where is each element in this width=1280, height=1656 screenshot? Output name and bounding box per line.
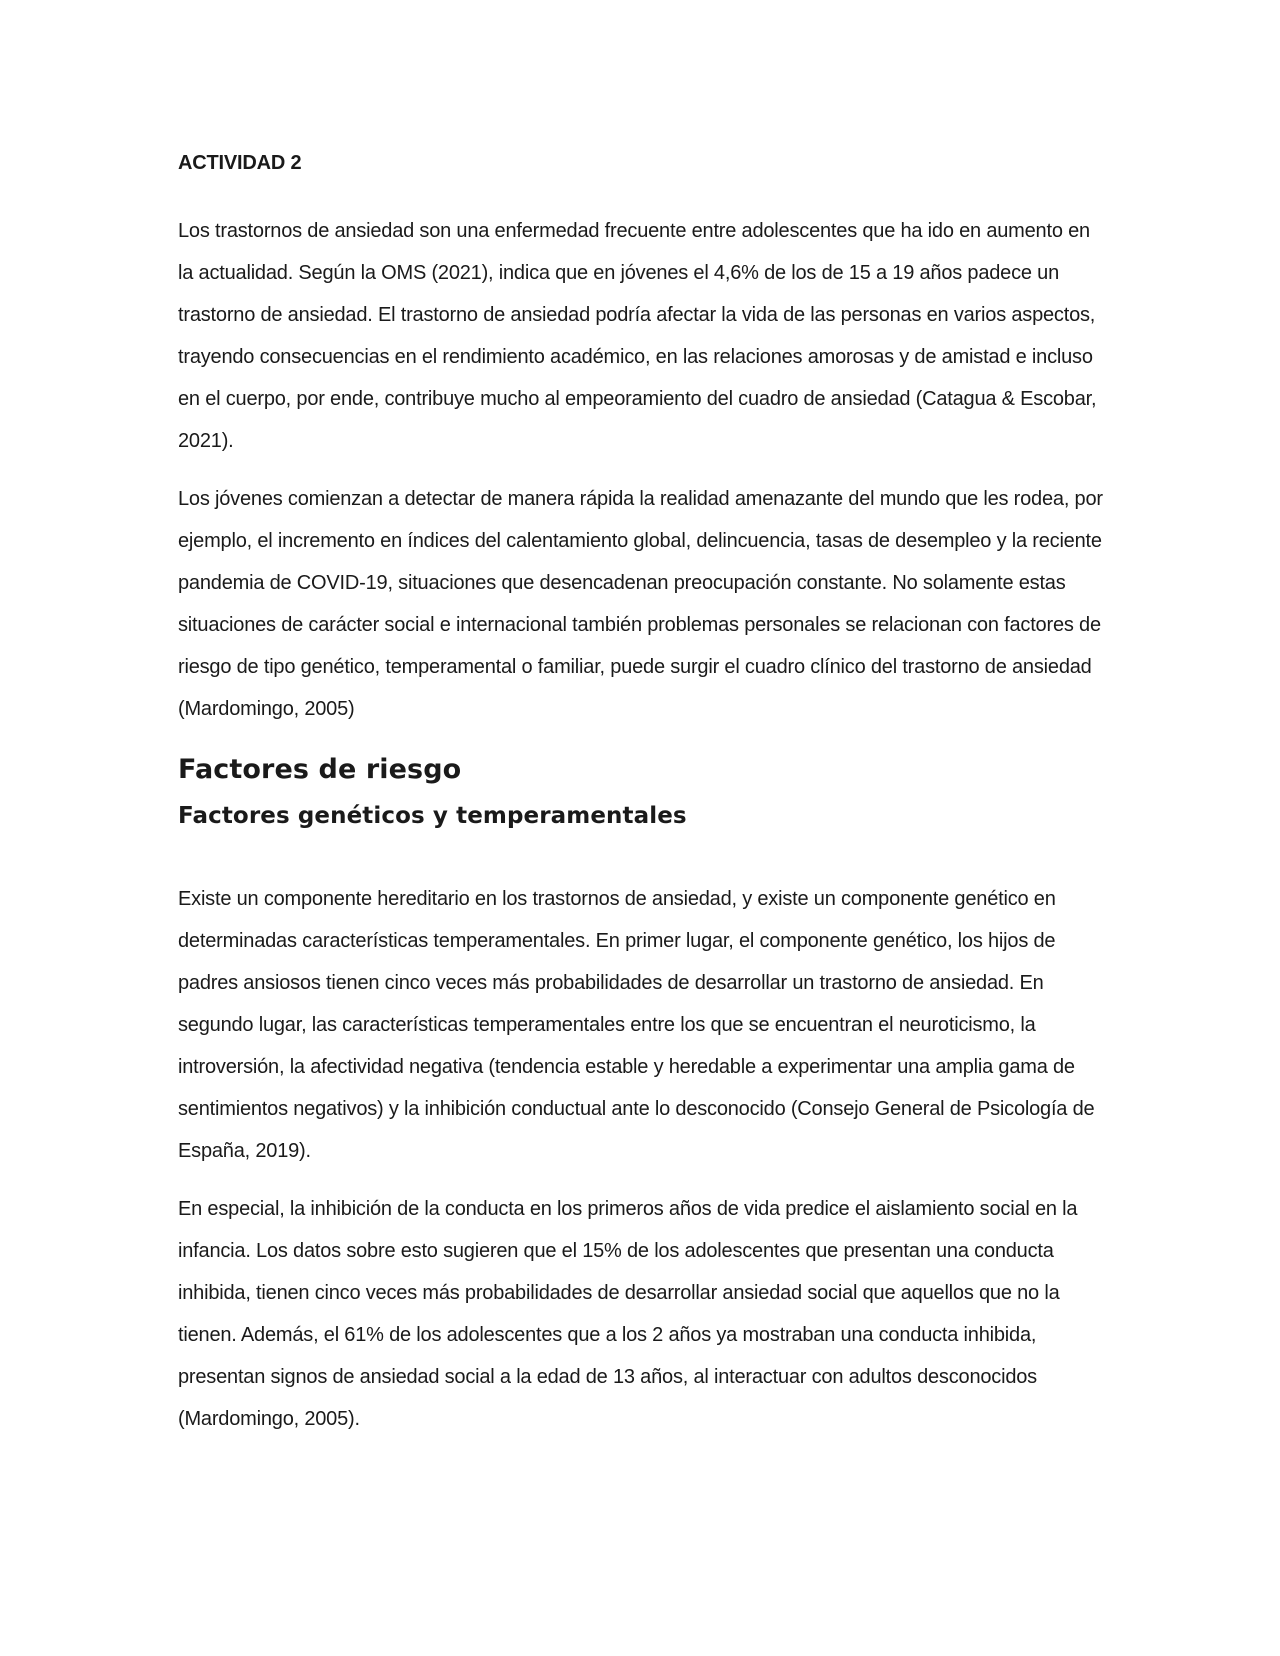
document-body (178, 142, 1103, 1456)
heading-factores-geneticos: Factores genéticos y temperamentales (178, 803, 687, 829)
heading-factores-de-riesgo: Factores de riesgo (178, 754, 462, 785)
document-title: ACTIVIDAD 2 (178, 152, 302, 174)
paragraph-section-1: Existe un componente hereditario en los trastornos de ansiedad, y existe un componente genético en determinadas características temperamentales. En primer lugar, el componente genético, los hijos de padres ansiosos tienen cinco veces más probabilidades de desarrollar un trastorno de ansiedad. En segundo lugar, las características temperamentales entre los que se encuentran el neuroticismo, la introversión, la afectividad negativa (tendencia estable y heredable a experimentar una amplia gama de sentimientos negativos) y la inhibición conductual ante lo desconocido (Consejo General de Psicología de España, 2019). (178, 888, 1095, 1162)
paragraph-intro-2: Los jóvenes comienzan a detectar de manera rápida la realidad amenazante del mundo que les rodea, por ejemplo, el incremento en índices del calentamiento global, delincuencia, tasas de desempleo y la reciente pandemia de COVID-19, situaciones que desencadenan preocupación constante. No solamente estas situaciones de carácter social e internacional también problemas personales se relacionan con factores de riesgo de tipo genético, temperamental o familiar, puede surgir el cuadro clínico del trastorno de ansiedad (Mardomingo, 2005) (178, 488, 1103, 720)
paragraph-section-2: En especial, la inhibición de la conducta en los primeros años de vida predice el aislamiento social en la infancia. Los datos sobre esto sugieren que el 15% de los adolescentes que presentan una conducta inhibida, tienen cinco veces más probabilidades de desarrollar ansiedad social que aquellos que no la tienen. Además, el 61% de los adolescentes que a los 2 años ya mostraban una conducta inhibida, presentan signos de ansiedad social a la edad de 13 años, al interactuar con adultos desconocidos (Mardomingo, 2005). (178, 1198, 1078, 1430)
paragraph-intro-1: Los trastornos de ansiedad son una enfermedad frecuente entre adolescentes que ha ido en aumento en la actualidad. Según la OMS (2021), indica que en jóvenes el 4,6% de los de 15 a 19 años padece un trastorno de ansiedad. El trastorno de ansiedad podría afectar la vida de las personas en varios aspectos, trayendo consecuencias en el rendimiento académico, en las relaciones amorosas y de amistad e incluso en el cuerpo, por ende, contribuye mucho al empeoramiento del cuadro de ansiedad (Catagua & Escobar, 2021). (178, 220, 1097, 452)
